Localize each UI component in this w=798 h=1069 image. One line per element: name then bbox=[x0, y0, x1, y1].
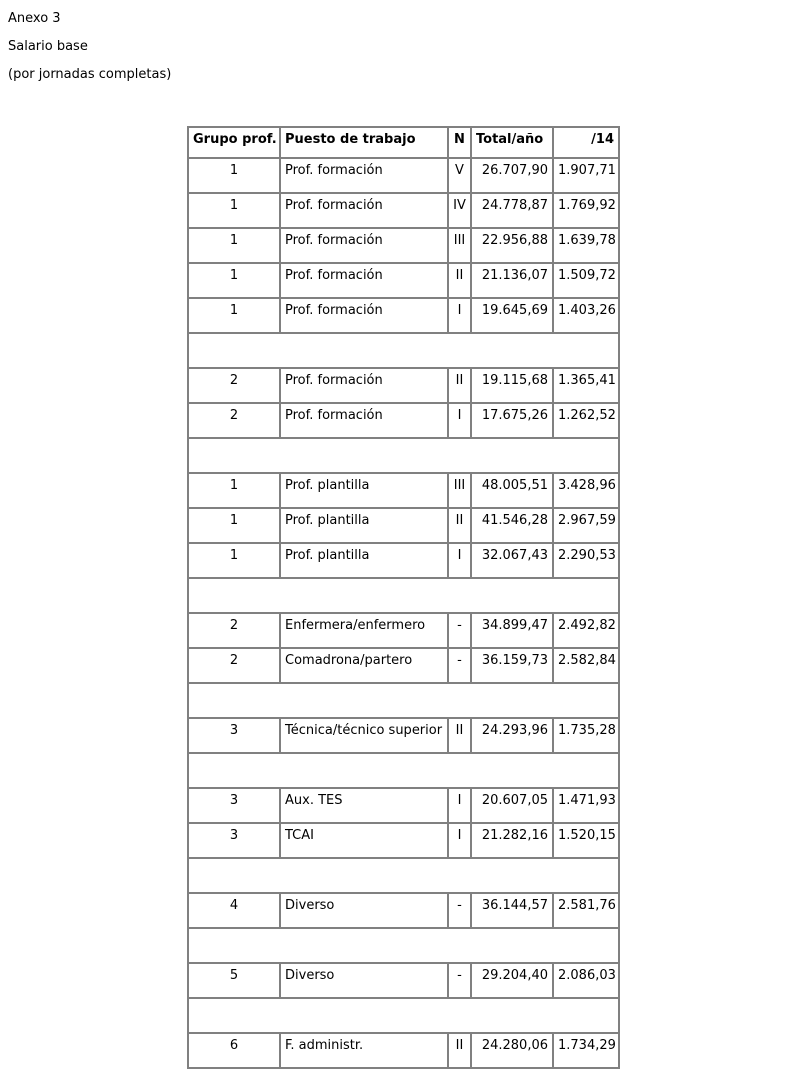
cell-total-ano: 36.144,57 bbox=[471, 893, 553, 928]
cell-per14: 1.365,41 bbox=[553, 368, 619, 403]
cell-nivel: III bbox=[448, 473, 471, 508]
cell-total-ano: 21.282,16 bbox=[471, 823, 553, 858]
separator-row bbox=[188, 858, 619, 893]
document-subtitle: Salario base bbox=[8, 39, 88, 54]
cell-per14: 2.086,03 bbox=[553, 963, 619, 998]
cell-puesto-de-trabajo: Diverso bbox=[280, 963, 448, 998]
cell-total-ano: 26.707,90 bbox=[471, 158, 553, 193]
salary-table bbox=[187, 126, 620, 1069]
cell-total-ano: 24.280,06 bbox=[471, 1033, 553, 1068]
cell-total-ano: 48.005,51 bbox=[471, 473, 553, 508]
cell-nivel: I bbox=[448, 298, 471, 333]
table-row bbox=[188, 403, 619, 438]
cell-grupo-prof: 4 bbox=[188, 893, 280, 928]
cell-grupo-prof: 1 bbox=[188, 263, 280, 298]
cell-puesto-de-trabajo: Prof. plantilla bbox=[280, 473, 448, 508]
table-row bbox=[188, 298, 619, 333]
table-row bbox=[188, 543, 619, 578]
cell-grupo-prof: 2 bbox=[188, 613, 280, 648]
cell-grupo-prof: 1 bbox=[188, 543, 280, 578]
annex-title: Anexo 3 bbox=[8, 11, 61, 26]
separator-row bbox=[188, 438, 619, 473]
cell-grupo-prof: 1 bbox=[188, 473, 280, 508]
cell-grupo-prof: 2 bbox=[188, 403, 280, 438]
separator-cell bbox=[188, 578, 619, 613]
cell-nivel: IV bbox=[448, 193, 471, 228]
cell-nivel: - bbox=[448, 648, 471, 683]
cell-grupo-prof: 3 bbox=[188, 788, 280, 823]
table-row bbox=[188, 718, 619, 753]
cell-puesto-de-trabajo: Enfermera/enfermero bbox=[280, 613, 448, 648]
table-row bbox=[188, 193, 619, 228]
cell-total-ano: 17.675,26 bbox=[471, 403, 553, 438]
table-row bbox=[188, 228, 619, 263]
separator-row bbox=[188, 578, 619, 613]
table-row bbox=[188, 893, 619, 928]
table-row bbox=[188, 368, 619, 403]
cell-nivel: II bbox=[448, 263, 471, 298]
cell-puesto-de-trabajo: Aux. TES bbox=[280, 788, 448, 823]
cell-total-ano: 20.607,05 bbox=[471, 788, 553, 823]
cell-total-ano: 36.159,73 bbox=[471, 648, 553, 683]
cell-per14: 1.907,71 bbox=[553, 158, 619, 193]
separator-cell bbox=[188, 333, 619, 368]
cell-grupo-prof: 3 bbox=[188, 718, 280, 753]
table-row bbox=[188, 648, 619, 683]
cell-grupo-prof: 2 bbox=[188, 648, 280, 683]
table-row bbox=[188, 823, 619, 858]
separator-row bbox=[188, 928, 619, 963]
cell-grupo-prof: 1 bbox=[188, 193, 280, 228]
cell-grupo-prof: 3 bbox=[188, 823, 280, 858]
cell-per14: 3.428,96 bbox=[553, 473, 619, 508]
cell-nivel: - bbox=[448, 613, 471, 648]
salary-table-body bbox=[188, 158, 619, 1068]
cell-total-ano: 21.136,07 bbox=[471, 263, 553, 298]
table-row bbox=[188, 508, 619, 543]
cell-per14: 1.769,92 bbox=[553, 193, 619, 228]
cell-per14: 2.581,76 bbox=[553, 893, 619, 928]
cell-total-ano: 22.956,88 bbox=[471, 228, 553, 263]
cell-nivel: I bbox=[448, 823, 471, 858]
cell-puesto-de-trabajo: Prof. plantilla bbox=[280, 508, 448, 543]
cell-grupo-prof: 5 bbox=[188, 963, 280, 998]
cell-nivel: II bbox=[448, 368, 471, 403]
cell-per14: 1.509,72 bbox=[553, 263, 619, 298]
header-per14: /14 bbox=[553, 127, 619, 158]
cell-per14: 2.492,82 bbox=[553, 613, 619, 648]
table-row bbox=[188, 158, 619, 193]
cell-per14: 2.290,53 bbox=[553, 543, 619, 578]
cell-nivel: III bbox=[448, 228, 471, 263]
separator-row bbox=[188, 683, 619, 718]
separator-row bbox=[188, 998, 619, 1033]
document-subtitle-note: (por jornadas completas) bbox=[8, 67, 172, 82]
separator-cell bbox=[188, 998, 619, 1033]
separator-cell bbox=[188, 438, 619, 473]
cell-nivel: II bbox=[448, 508, 471, 543]
table-row bbox=[188, 1033, 619, 1068]
cell-nivel: II bbox=[448, 1033, 471, 1068]
cell-grupo-prof: 1 bbox=[188, 508, 280, 543]
cell-total-ano: 29.204,40 bbox=[471, 963, 553, 998]
table-row bbox=[188, 263, 619, 298]
separator-cell bbox=[188, 858, 619, 893]
cell-puesto-de-trabajo: Prof. formación bbox=[280, 158, 448, 193]
cell-nivel: I bbox=[448, 403, 471, 438]
cell-per14: 1.639,78 bbox=[553, 228, 619, 263]
cell-total-ano: 41.546,28 bbox=[471, 508, 553, 543]
separator-cell bbox=[188, 753, 619, 788]
cell-nivel: I bbox=[448, 788, 471, 823]
separator-row bbox=[188, 333, 619, 368]
document-title-block bbox=[8, 5, 171, 89]
cell-puesto-de-trabajo: Prof. plantilla bbox=[280, 543, 448, 578]
table-row bbox=[188, 963, 619, 998]
header-nivel: N bbox=[448, 127, 471, 158]
cell-total-ano: 32.067,43 bbox=[471, 543, 553, 578]
cell-nivel: - bbox=[448, 893, 471, 928]
cell-per14: 1.471,93 bbox=[553, 788, 619, 823]
cell-nivel: I bbox=[448, 543, 471, 578]
cell-puesto-de-trabajo: Diverso bbox=[280, 893, 448, 928]
cell-per14: 1.734,29 bbox=[553, 1033, 619, 1068]
cell-nivel: - bbox=[448, 963, 471, 998]
cell-total-ano: 24.778,87 bbox=[471, 193, 553, 228]
cell-puesto-de-trabajo: Comadrona/partero bbox=[280, 648, 448, 683]
cell-puesto-de-trabajo: F. administr. bbox=[280, 1033, 448, 1068]
cell-nivel: II bbox=[448, 718, 471, 753]
cell-puesto-de-trabajo: TCAI bbox=[280, 823, 448, 858]
cell-grupo-prof: 1 bbox=[188, 298, 280, 333]
cell-per14: 2.967,59 bbox=[553, 508, 619, 543]
cell-puesto-de-trabajo: Prof. formación bbox=[280, 403, 448, 438]
cell-per14: 1.262,52 bbox=[553, 403, 619, 438]
cell-total-ano: 19.645,69 bbox=[471, 298, 553, 333]
cell-grupo-prof: 2 bbox=[188, 368, 280, 403]
table-header-row bbox=[188, 127, 619, 158]
header-grupo-prof: Grupo prof. bbox=[188, 127, 280, 158]
cell-grupo-prof: 6 bbox=[188, 1033, 280, 1068]
cell-nivel: V bbox=[448, 158, 471, 193]
cell-puesto-de-trabajo: Prof. formación bbox=[280, 298, 448, 333]
cell-grupo-prof: 1 bbox=[188, 158, 280, 193]
table-row bbox=[188, 613, 619, 648]
separator-row bbox=[188, 753, 619, 788]
cell-puesto-de-trabajo: Técnica/técnico superior bbox=[280, 718, 448, 753]
separator-cell bbox=[188, 928, 619, 963]
cell-per14: 2.582,84 bbox=[553, 648, 619, 683]
header-total-ano: Total/año bbox=[471, 127, 553, 158]
cell-puesto-de-trabajo: Prof. formación bbox=[280, 228, 448, 263]
cell-per14: 1.403,26 bbox=[553, 298, 619, 333]
table-row bbox=[188, 788, 619, 823]
header-puesto-de-trabajo: Puesto de trabajo bbox=[280, 127, 448, 158]
cell-total-ano: 34.899,47 bbox=[471, 613, 553, 648]
cell-per14: 1.520,15 bbox=[553, 823, 619, 858]
cell-grupo-prof: 1 bbox=[188, 228, 280, 263]
separator-cell bbox=[188, 683, 619, 718]
cell-total-ano: 24.293,96 bbox=[471, 718, 553, 753]
cell-total-ano: 19.115,68 bbox=[471, 368, 553, 403]
cell-puesto-de-trabajo: Prof. formación bbox=[280, 193, 448, 228]
cell-puesto-de-trabajo: Prof. formación bbox=[280, 263, 448, 298]
cell-puesto-de-trabajo: Prof. formación bbox=[280, 368, 448, 403]
table-row bbox=[188, 473, 619, 508]
cell-per14: 1.735,28 bbox=[553, 718, 619, 753]
